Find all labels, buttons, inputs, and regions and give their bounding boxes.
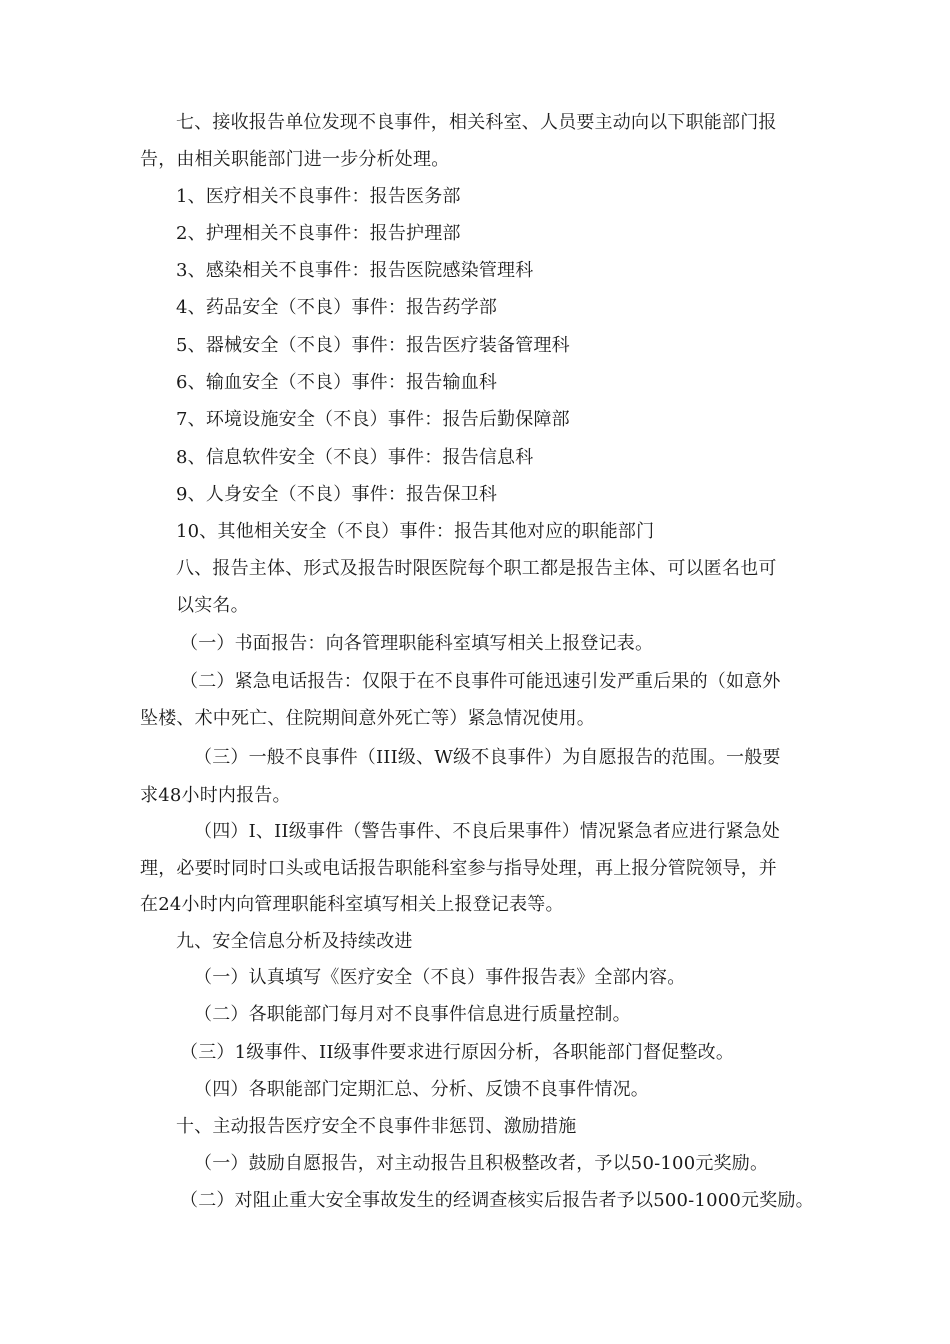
text-line: 坠楼、术中死亡、住院期间意外死亡等）紧急情况使用。: [140, 708, 595, 729]
text-line: 7、环境设施安全（不良）事件：报告后勤保障部: [176, 409, 570, 430]
text-line: 10、其他相关安全（不良）事件：报告其他对应的职能部门: [176, 521, 655, 542]
text-line: 9、人身安全（不良）事件：报告保卫科: [176, 484, 498, 505]
text-line: 八、报告主体、形式及报告时限医院每个职工都是报告主体、可以匿名也可: [176, 558, 777, 579]
text-line: 九、安全信息分析及持续改进: [176, 931, 413, 952]
text-line: 七、接收报告单位发现不良事件，相关科室、人员要主动向以下职能部门报: [176, 112, 777, 133]
text-line: （二）紧急电话报告：仅限于在不良事件可能迅速引发严重后果的（如意外: [180, 671, 781, 692]
text-line: 求48小时内报告。: [140, 785, 291, 806]
text-line: 理，必要时同时口头或电话报告职能科室参与指导处理，再上报分管院领导，并: [140, 858, 777, 879]
text-line: （四）各职能部门定期汇总、分析、反馈不良事件情况。: [194, 1079, 649, 1100]
text-line: 4、药品安全（不良）事件：报告药学部: [176, 297, 498, 318]
text-line: 在24小时内向管理职能科室填写相关上报登记表等。: [140, 894, 564, 915]
text-line: （一）认真填写《医疗安全（不良）事件报告表》全部内容。: [194, 967, 686, 988]
text-line: （一）鼓励自愿报告，对主动报告且积极整改者，予以50-100元奖励。: [194, 1153, 769, 1174]
text-line: （三）1级事件、II级事件要求进行原因分析，各职能部门督促整改。: [180, 1042, 735, 1063]
text-line: 1、医疗相关不良事件：报告医务部: [176, 186, 461, 207]
text-line: 5、器械安全（不良）事件：报告医疗装备管理科: [176, 335, 570, 356]
text-line: （二）对阻止重大安全事故发生的经调查核实后报告者予以500-1000元奖励。: [180, 1190, 814, 1211]
text-line: 以实名。: [176, 595, 249, 616]
text-line: 8、信息软件安全（不良）事件：报告信息科: [176, 447, 534, 468]
text-line: 告，由相关职能部门进一步分析处理。: [140, 149, 450, 170]
text-line: （四）I、II级事件（警告事件、不良后果事件）情况紧急者应进行紧急处: [194, 821, 781, 842]
text-line: 3、感染相关不良事件：报告医院感染管理科: [176, 260, 534, 281]
text-line: （三）一般不良事件（III级、W级不良事件）为自愿报告的范围。一般要: [194, 747, 781, 768]
text-line: 十、主动报告医疗安全不良事件非惩罚、激励措施: [176, 1116, 577, 1137]
text-line: 2、护理相关不良事件：报告护理部: [176, 223, 461, 244]
text-line: （一）书面报告：向各管理职能科室填写相关上报登记表。: [180, 633, 654, 654]
text-line: 6、输血安全（不良）事件：报告输血科: [176, 372, 498, 393]
text-line: （二）各职能部门每月对不良事件信息进行质量控制。: [194, 1004, 631, 1025]
